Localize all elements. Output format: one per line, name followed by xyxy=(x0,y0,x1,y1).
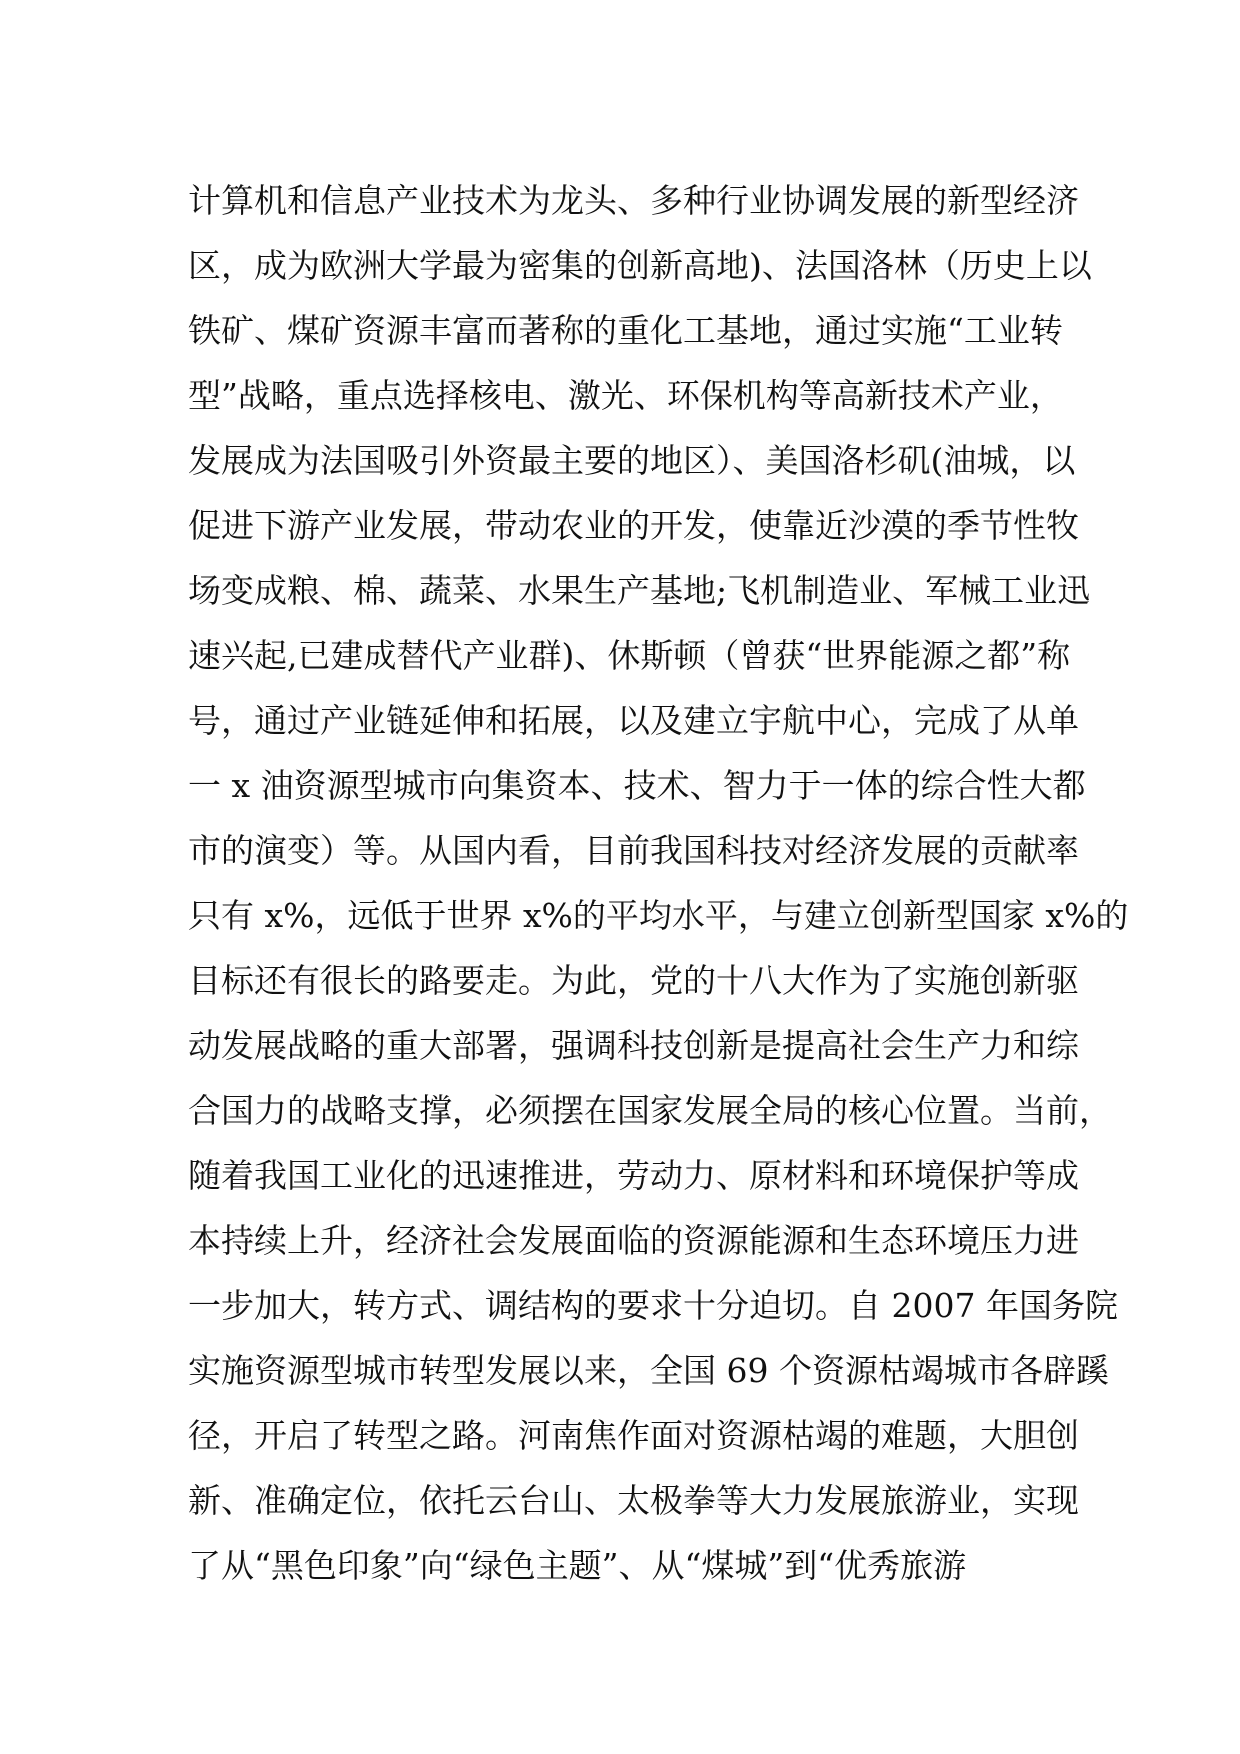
text-line: 铁矿、煤矿资源丰富而著称的重化工基地，通过实施“工业转 xyxy=(188,311,1063,350)
text-line: 计算机和信息产业技术为龙头、多种行业协调发展的新型经济 xyxy=(188,181,1079,220)
text-line: 动发展战略的重大部署，强调科技创新是提高社会生产力和综 xyxy=(188,1026,1079,1065)
text-line: 区，成为欧洲大学最为密集的创新高地)、法国洛林（历史上以 xyxy=(188,246,1092,285)
text-line: 型”战略，重点选择核电、激光、环保机构等高新技术产业， xyxy=(188,376,1063,415)
text-line: 实施资源型城市转型发展以来，全国 69 个资源枯竭城市各辟蹊 xyxy=(188,1351,1109,1390)
text-line: 场变成粮、棉、蔬菜、水果生产基地;飞机制造业、军械工业迅 xyxy=(188,571,1091,610)
text-line: 市的演变）等。从国内看，目前我国科技对经济发展的贡献率 xyxy=(188,831,1079,870)
text-line: 号，通过产业链延伸和拓展，以及建立宇航中心，完成了从单 xyxy=(188,701,1079,740)
text-line: 新、准确定位，依托云台山、太极拳等大力发展旅游业，实现 xyxy=(188,1481,1079,1520)
text-line: 只有 x%，远低于世界 x%的平均水平，与建立创新型国家 x%的 xyxy=(188,896,1129,935)
body-text xyxy=(188,168,1129,1598)
text-line: 径，开启了转型之路。河南焦作面对资源枯竭的难题，大胆创 xyxy=(188,1416,1079,1455)
text-line: 一 x 油资源型城市向集资本、技术、智力于一体的综合性大都 xyxy=(188,766,1086,805)
text-line: 本持续上升，经济社会发展面临的资源能源和生态环境压力进 xyxy=(188,1221,1079,1260)
text-line: 合国力的战略支撑，必须摆在国家发展全局的核心位置。当前， xyxy=(188,1091,1112,1130)
text-line: 发展成为法国吸引外资最主要的地区）、美国洛杉矶(油城，以 xyxy=(188,441,1076,480)
text-line: 随着我国工业化的迅速推进，劳动力、原材料和环境保护等成 xyxy=(188,1156,1079,1195)
text-line: 一步加大，转方式、调结构的要求十分迫切。自 2007 年国务院 xyxy=(188,1286,1118,1325)
text-line: 速兴起,已建成替代产业群)、休斯顿（曾获“世界能源之都”称 xyxy=(188,636,1071,675)
text-line: 目标还有很长的路要走。为此，党的十八大作为了实施创新驱 xyxy=(188,961,1079,1000)
text-line: 了从“黑色印象”向“绿色主题”、从“煤城”到“优秀旅游 xyxy=(188,1546,967,1585)
text-line: 促进下游产业发展，带动农业的开发，使靠近沙漠的季节性牧 xyxy=(188,506,1079,545)
